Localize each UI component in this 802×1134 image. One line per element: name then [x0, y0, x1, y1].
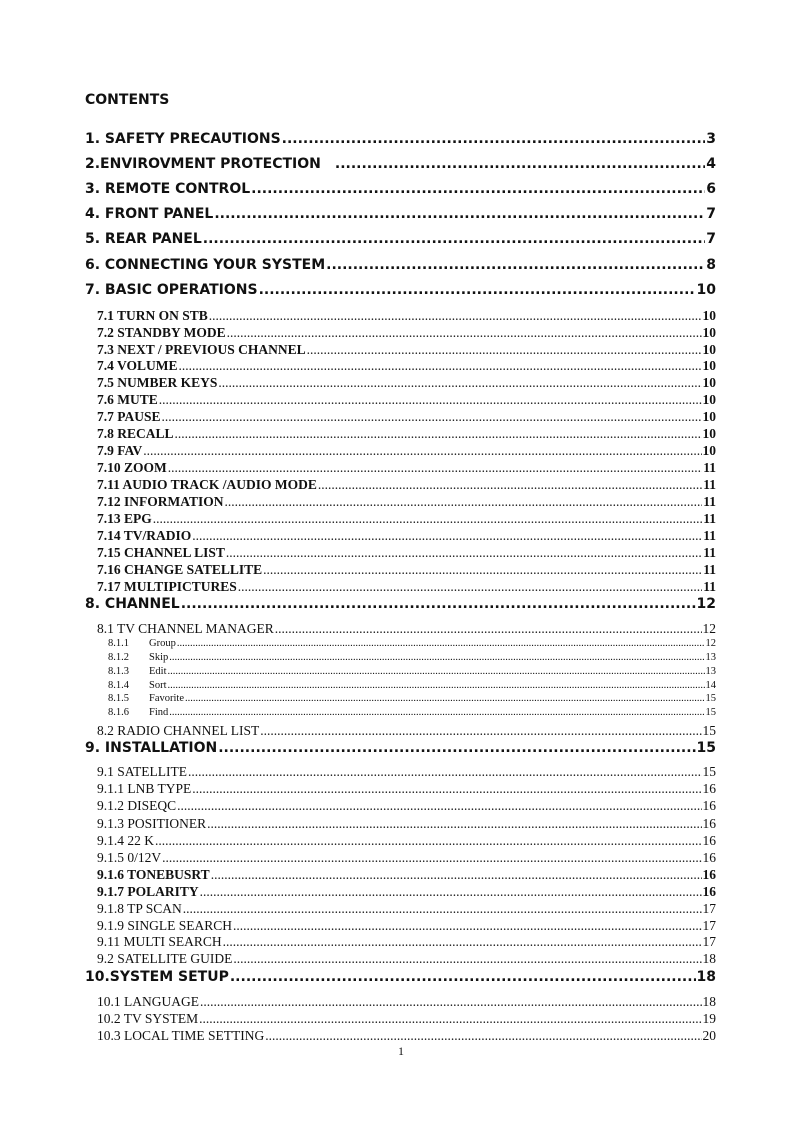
dot-leader	[226, 544, 702, 561]
toc-entry-page: 10	[702, 325, 716, 340]
toc-entry[interactable]	[85, 967, 716, 987]
toc-entry[interactable]	[97, 324, 716, 341]
dot-leader	[209, 307, 702, 324]
toc-entry[interactable]	[97, 917, 716, 934]
dot-leader	[185, 692, 705, 706]
dot-leader	[218, 738, 695, 758]
toc-entry-page: 11	[703, 494, 716, 509]
toc-entry[interactable]	[85, 179, 716, 199]
toc-entry[interactable]	[97, 883, 716, 900]
toc-entry-page: 10	[702, 443, 716, 458]
dot-leader	[192, 780, 701, 797]
toc-entry-label	[108, 665, 167, 679]
toc-entry-page: 16	[702, 867, 716, 882]
toc-entry-page: 18	[702, 994, 716, 1009]
dot-leader	[227, 324, 702, 341]
toc-entry-label: 9.2 SATELLITE GUIDE	[97, 951, 233, 966]
toc-entry-label: 9.1.6 TONEBUSRT	[97, 867, 210, 882]
toc-entry-label: 5. REAR PANEL	[85, 231, 202, 247]
toc-entry[interactable]	[97, 476, 716, 493]
dot-leader	[260, 722, 701, 739]
toc-entry-label: 7.16 CHANGE SATELLITE	[97, 562, 263, 577]
page-title: CONTENTS	[85, 92, 170, 108]
dot-leader	[155, 832, 702, 849]
toc-entry-page: 11	[703, 579, 716, 594]
toc-entry-label: 7.5 NUMBER KEYS	[97, 375, 218, 390]
dot-leader	[203, 229, 705, 249]
toc-entry[interactable]	[97, 866, 716, 883]
dot-leader	[230, 967, 696, 987]
dot-leader	[153, 510, 702, 527]
toc-entry-label: 7.13 EPG	[97, 511, 152, 526]
toc-entry-page: 12	[705, 638, 716, 649]
toc-entry-label	[108, 651, 168, 665]
toc-entry-page: 10	[702, 342, 716, 357]
dot-leader	[207, 815, 701, 832]
toc-entry-label	[108, 706, 168, 720]
dot-leader	[275, 620, 702, 637]
toc-entry-label: 7.8 RECALL	[97, 426, 174, 441]
toc-entry-page: 16	[702, 816, 716, 831]
toc-entry-number: 8.1.6	[108, 707, 129, 718]
toc-entry-page: 15	[696, 740, 716, 756]
dot-leader	[200, 993, 702, 1010]
toc-entry-label	[108, 679, 167, 693]
dot-leader	[192, 527, 702, 544]
toc-entry-page: 16	[702, 833, 716, 848]
dot-leader	[177, 797, 701, 814]
toc-entry-label: 4. FRONT PANEL	[85, 206, 214, 222]
toc-entry-page: 10	[696, 282, 716, 298]
toc-entry-label: 7.17 MULTIPICTURES	[97, 579, 237, 594]
toc-entry-page: 16	[702, 798, 716, 813]
toc-entry[interactable]	[85, 594, 716, 614]
toc-entry[interactable]	[108, 637, 716, 651]
toc-entry-title: Skip	[149, 652, 169, 663]
toc-entry-label: 7.3 NEXT / PREVIOUS CHANNEL	[97, 342, 306, 357]
toc-entry-page: 16	[702, 781, 716, 796]
toc-entry[interactable]	[97, 1027, 716, 1044]
toc-entry-page: 17	[702, 918, 716, 933]
toc-entry-label: 3. REMOTE CONTROL	[85, 181, 251, 197]
toc-entry[interactable]	[97, 442, 716, 459]
toc-entry-label: 10.SYSTEM SETUP	[85, 969, 229, 985]
dot-leader	[233, 950, 701, 967]
toc-entry[interactable]	[97, 459, 716, 476]
toc-entry-page: 15	[702, 723, 716, 738]
dot-leader	[263, 561, 702, 578]
toc-entry-title: Find	[149, 707, 169, 718]
toc-entry-page: 7	[706, 231, 716, 247]
dot-leader	[175, 425, 702, 442]
toc-entry[interactable]	[85, 255, 716, 275]
toc-entry-page: 3	[706, 131, 716, 147]
toc-entry-page: 11	[703, 511, 716, 526]
toc-entry[interactable]	[97, 815, 716, 832]
dot-leader	[168, 459, 702, 476]
toc-entry[interactable]	[108, 706, 716, 720]
dot-leader	[143, 442, 701, 459]
dot-leader	[251, 179, 705, 199]
toc-entry-label: 8.1 TV CHANNEL MANAGER	[97, 621, 274, 636]
toc-entry-label: 7.12 INFORMATION	[97, 494, 224, 509]
toc-entry[interactable]	[97, 374, 716, 391]
toc-entry-page: 6	[706, 181, 716, 197]
toc-entry-label: 10.3 LOCAL TIME SETTING	[97, 1028, 265, 1043]
toc-entry-page: 13	[705, 652, 716, 663]
toc-entry[interactable]	[108, 665, 716, 679]
dot-leader	[282, 129, 706, 149]
toc-entry[interactable]	[97, 578, 716, 595]
toc-entry[interactable]	[97, 780, 716, 797]
toc-entry-page: 16	[702, 850, 716, 865]
toc-entry-page: 7	[706, 206, 716, 222]
toc-entry-title: Favorite	[149, 693, 184, 704]
toc-entry[interactable]	[97, 950, 716, 967]
toc-entry-page: 15	[705, 707, 716, 718]
toc-entry-page: 16	[702, 884, 716, 899]
toc-entry-label: 9.1 SATELLITE	[97, 764, 187, 779]
dot-leader	[218, 374, 701, 391]
dot-leader	[168, 679, 705, 693]
toc-entry-page: 13	[705, 666, 716, 677]
dot-leader	[159, 391, 702, 408]
toc-entry-label: 9.1.9 SINGLE SEARCH	[97, 918, 233, 933]
toc-entry[interactable]	[97, 900, 716, 917]
toc-entry-label: 2.ENVIROVMENT PROTECTION	[85, 156, 321, 172]
dot-leader	[326, 255, 705, 275]
toc-entry[interactable]	[108, 651, 716, 665]
toc-entry[interactable]	[85, 738, 716, 758]
toc-entry-page: 15	[702, 764, 716, 779]
toc-entry-label: 6. CONNECTING YOUR SYSTEM	[85, 257, 326, 273]
toc-entry[interactable]	[85, 154, 716, 174]
toc-entry[interactable]	[85, 204, 716, 224]
toc-entry-page: 10	[702, 409, 716, 424]
toc-entry[interactable]	[108, 679, 716, 693]
toc-entry-page: 17	[702, 934, 716, 949]
dot-leader	[183, 900, 702, 917]
dot-leader	[168, 665, 705, 679]
page-number: 1	[398, 1044, 404, 1058]
dot-leader	[238, 578, 702, 595]
toc-entry-label: 7.2 STANDBY MODE	[97, 325, 226, 340]
toc-entry-label: 10.1 LANGUAGE	[97, 994, 199, 1009]
dot-leader	[225, 493, 703, 510]
toc-entry-number: 8.1.5	[108, 693, 129, 704]
toc-entry-page: 4	[706, 156, 716, 172]
dot-leader	[214, 204, 705, 224]
toc-entry-page: 12	[696, 596, 716, 612]
toc-entry[interactable]	[97, 797, 716, 814]
toc-entry-number: 8.1.2	[108, 652, 129, 663]
toc-entry-label: 7.6 MUTE	[97, 392, 158, 407]
toc-entry[interactable]	[97, 510, 716, 527]
toc-entry-page: 18	[702, 951, 716, 966]
toc-entry-label: 7. BASIC OPERATIONS	[85, 282, 258, 298]
toc-entry-label: 7.10 ZOOM	[97, 460, 167, 475]
toc-entry-page: 17	[702, 901, 716, 916]
toc-entry[interactable]	[97, 357, 716, 374]
toc-entry[interactable]	[97, 391, 716, 408]
dot-leader	[259, 280, 696, 300]
toc-entry-label: 7.11 AUDIO TRACK /AUDIO MODE	[97, 477, 317, 492]
dot-leader	[169, 651, 704, 665]
dot-leader	[265, 1027, 701, 1044]
toc-entry[interactable]	[97, 307, 716, 324]
toc-entry-label: 9.1.7 POLARITY	[97, 884, 199, 899]
toc-entry[interactable]	[85, 129, 716, 149]
toc-entry-label	[108, 637, 176, 651]
toc-entry-number: 8.1.4	[108, 680, 129, 691]
toc-entry[interactable]	[97, 849, 716, 866]
dot-leader	[162, 408, 702, 425]
toc-entry[interactable]	[97, 493, 716, 510]
toc-entry[interactable]	[85, 280, 716, 300]
dot-leader	[177, 637, 705, 651]
toc-entry-page: 11	[703, 477, 716, 492]
toc-entry[interactable]	[97, 620, 716, 637]
dot-leader	[169, 706, 704, 720]
toc-entry-label: 7.9 FAV	[97, 443, 143, 458]
toc-entry[interactable]	[97, 341, 716, 358]
toc-entry-page: 18	[696, 969, 716, 985]
dot-leader	[162, 849, 701, 866]
toc-entry-label: 9. INSTALLATION	[85, 740, 218, 756]
dot-leader	[181, 594, 696, 614]
toc-entry-label: 7.4 VOLUME	[97, 358, 178, 373]
toc-entry[interactable]	[97, 722, 716, 739]
toc-entry-label: 7.1 TURN ON STB	[97, 308, 208, 323]
toc-entry-label: 1. SAFETY PRECAUTIONS	[85, 131, 281, 147]
toc-entry-label: 7.15 CHANNEL LIST	[97, 545, 225, 560]
toc-entry[interactable]	[97, 993, 716, 1010]
dot-leader	[307, 341, 702, 358]
toc-entry-page: 19	[702, 1011, 716, 1026]
toc-entry[interactable]	[97, 425, 716, 442]
toc-entry[interactable]	[97, 561, 716, 578]
toc-entry-page: 10	[702, 426, 716, 441]
toc-entry[interactable]	[108, 692, 716, 706]
toc-entry-label: 9.1.5 0/12V	[97, 850, 162, 865]
toc-entry[interactable]	[97, 1010, 716, 1027]
dot-leader	[188, 763, 702, 780]
toc-entry-label: 8. CHANNEL	[85, 596, 180, 612]
dot-leader	[233, 917, 701, 934]
toc-entry-label: 9.1.3 POSITIONER	[97, 816, 207, 831]
toc-entry-label: 9.1.2 DISEQC	[97, 798, 177, 813]
dot-leader	[223, 933, 702, 950]
toc-entry-page: 8	[706, 257, 716, 273]
toc-entry[interactable]	[97, 408, 716, 425]
toc-entry-page: 14	[705, 680, 716, 691]
toc-entry-page: 15	[705, 693, 716, 704]
toc-entry[interactable]	[97, 832, 716, 849]
toc-entry-page: 10	[702, 375, 716, 390]
toc-entry-label: 8.2 RADIO CHANNEL LIST	[97, 723, 260, 738]
toc-entry-label	[108, 692, 184, 706]
toc-entry[interactable]	[97, 763, 716, 780]
toc-entry-label: 9.1.1 LNB TYPE	[97, 781, 192, 796]
toc-entry[interactable]	[97, 527, 716, 544]
dot-leader	[200, 883, 702, 900]
toc-entry-label: 9.1.4 22 K	[97, 833, 154, 848]
toc-entry-page: 10	[702, 358, 716, 373]
toc-entry-page: 11	[703, 460, 716, 475]
toc-entry-label: 9.11 MULTI SEARCH	[97, 934, 222, 949]
toc-entry[interactable]	[97, 544, 716, 561]
toc-entry[interactable]	[97, 933, 716, 950]
toc-entry-page: 20	[702, 1028, 716, 1043]
toc-entry-label: 7.7 PAUSE	[97, 409, 161, 424]
toc-entry-label: 10.2 TV SYSTEM	[97, 1011, 199, 1026]
dot-leader	[335, 154, 705, 174]
toc-entry-page: 12	[702, 621, 716, 636]
toc-entry[interactable]	[85, 229, 716, 249]
dot-leader	[179, 357, 702, 374]
toc-entry-page: 11	[703, 562, 716, 577]
toc-entry-number: 8.1.3	[108, 666, 129, 677]
dot-leader	[199, 1010, 701, 1027]
toc-entry-page: 10	[702, 392, 716, 407]
dot-leader	[318, 476, 702, 493]
toc-entry-title: Group	[149, 638, 176, 649]
toc-entry-page: 11	[703, 528, 716, 543]
toc-entry-number: 8.1.1	[108, 638, 129, 649]
toc-entry-title: Sort	[149, 680, 167, 691]
toc-entry-page: 10	[702, 308, 716, 323]
toc-entry-label: 7.14 TV/RADIO	[97, 528, 192, 543]
toc-entry-label: 9.1.8 TP SCAN	[97, 901, 182, 916]
dot-leader	[211, 866, 702, 883]
toc-entry-title: Edit	[149, 666, 167, 677]
toc-entry-page: 11	[703, 545, 716, 560]
